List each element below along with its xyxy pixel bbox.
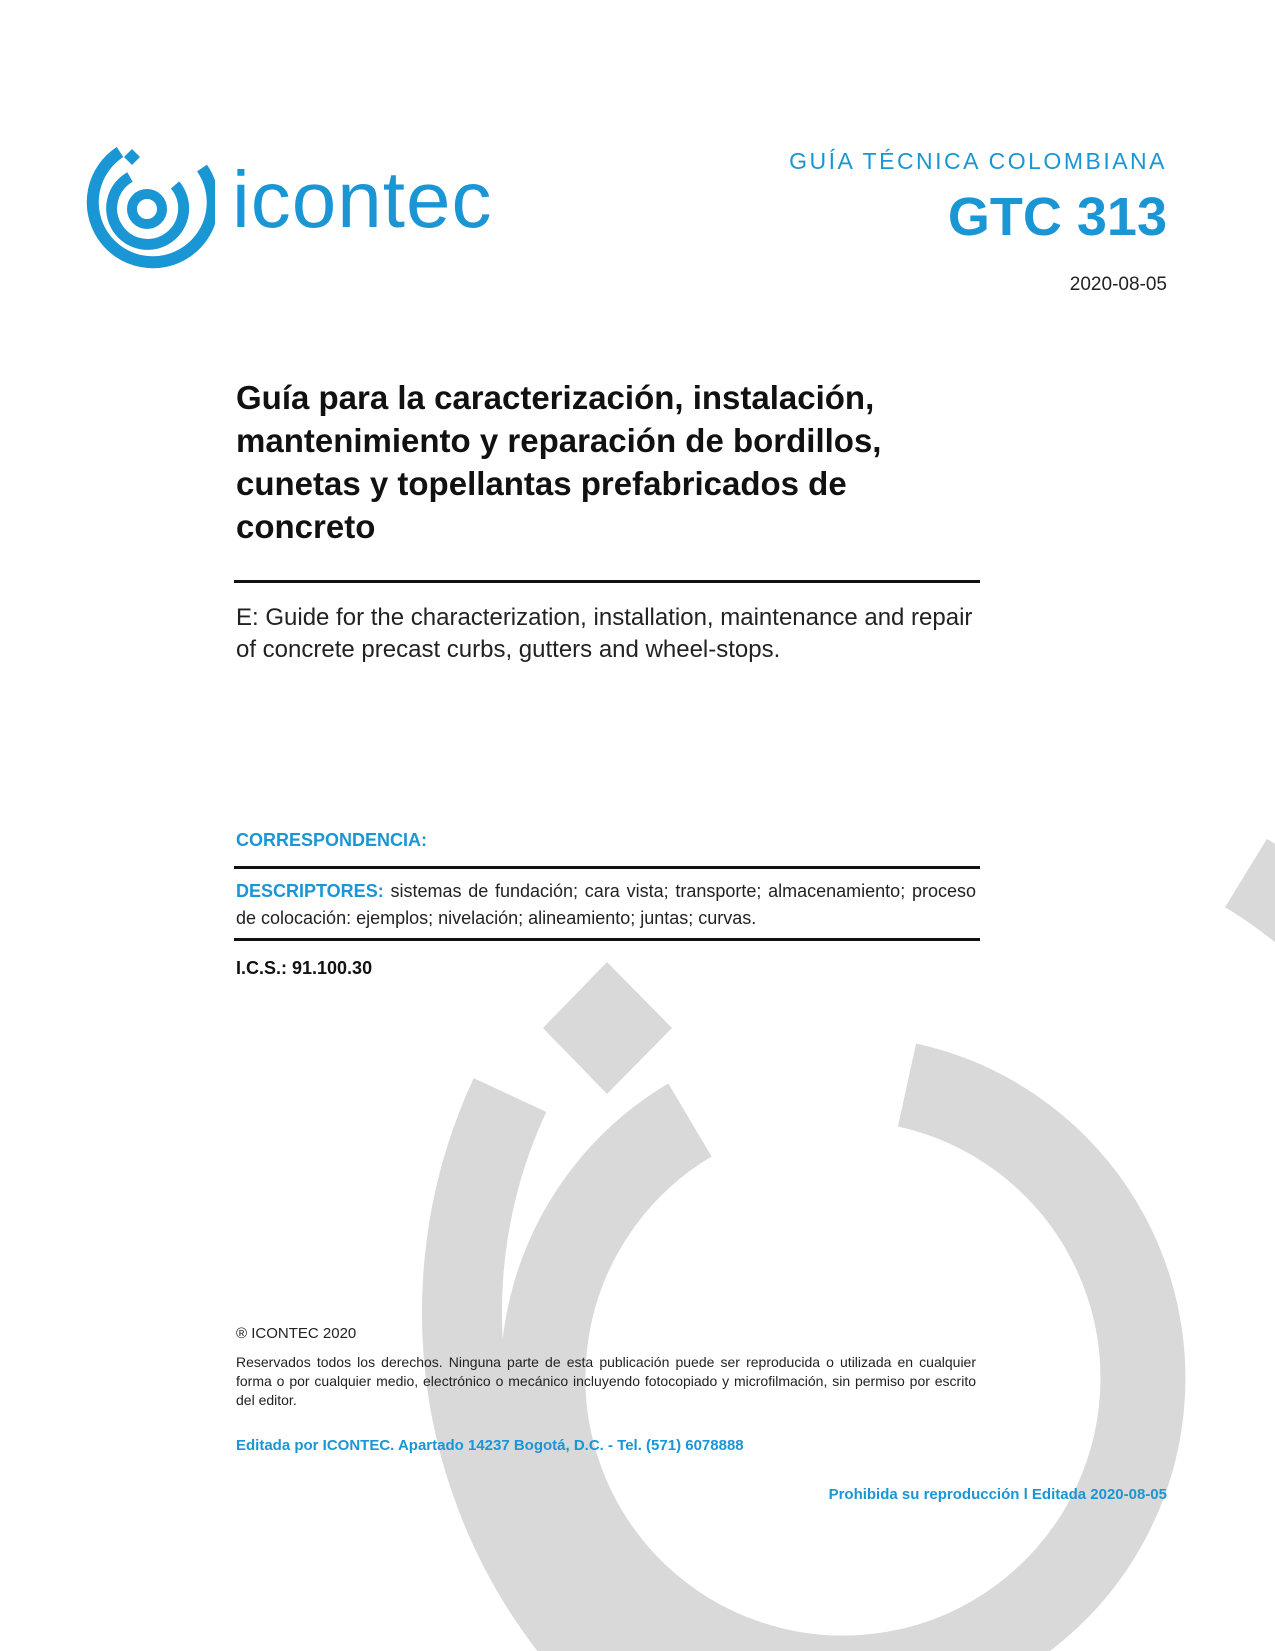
footer-note: Prohibida su reproducción l Editada 2020-08-05 (828, 1486, 1167, 1503)
copyright-notice: ® ICONTEC 2020 (236, 1325, 357, 1342)
descriptors-label: DESCRIPTORES: (236, 881, 384, 901)
document-title: Guía para la caracterización, instalación, mantenimiento y reparación de bordillos, cunetas y topellantas prefabricados de concreto (236, 379, 882, 545)
document-code: GTC 313 (947, 187, 1167, 247)
publisher-info: Editada por ICONTEC. Apartado 14237 Bogotá, D.C. - Tel. (571) 6078888 (236, 1437, 744, 1454)
title-divider (234, 580, 980, 583)
descriptors-top-divider (234, 866, 980, 869)
descriptors-text: sistemas de fundación; cara vista; transporte; almacenamiento; proceso de colocación: ejemplos; nivelación; alineamiento; juntas; curvas. (236, 881, 976, 928)
descriptors-bottom-divider (234, 938, 980, 941)
ics-code: I.C.S.: 91.100.30 (236, 958, 373, 978)
document-kind: GUÍA TÉCNICA COLOMBIANA (789, 148, 1167, 174)
correspondence-label: CORRESPONDENCIA: (236, 830, 428, 850)
descriptors-block (236, 878, 976, 932)
brand-wordmark: icontec (232, 155, 493, 244)
icontec-logo-icon (80, 140, 215, 275)
rights-reserved-text: Reservados todos los derechos. Ninguna parte de esta publicación puede ser reproducida o utilizada en cualquier forma o por cualquier medio, electrónico o mecánico incluyendo fotocopiado y microfilmación, sin permiso por escrito del editor. (236, 1354, 976, 1408)
english-subtitle: E: Guide for the characterization, installation, maintenance and repair of concrete precast curbs, gutters and wheel-stops. (236, 604, 973, 663)
document-date: 2020-08-05 (1069, 274, 1167, 295)
